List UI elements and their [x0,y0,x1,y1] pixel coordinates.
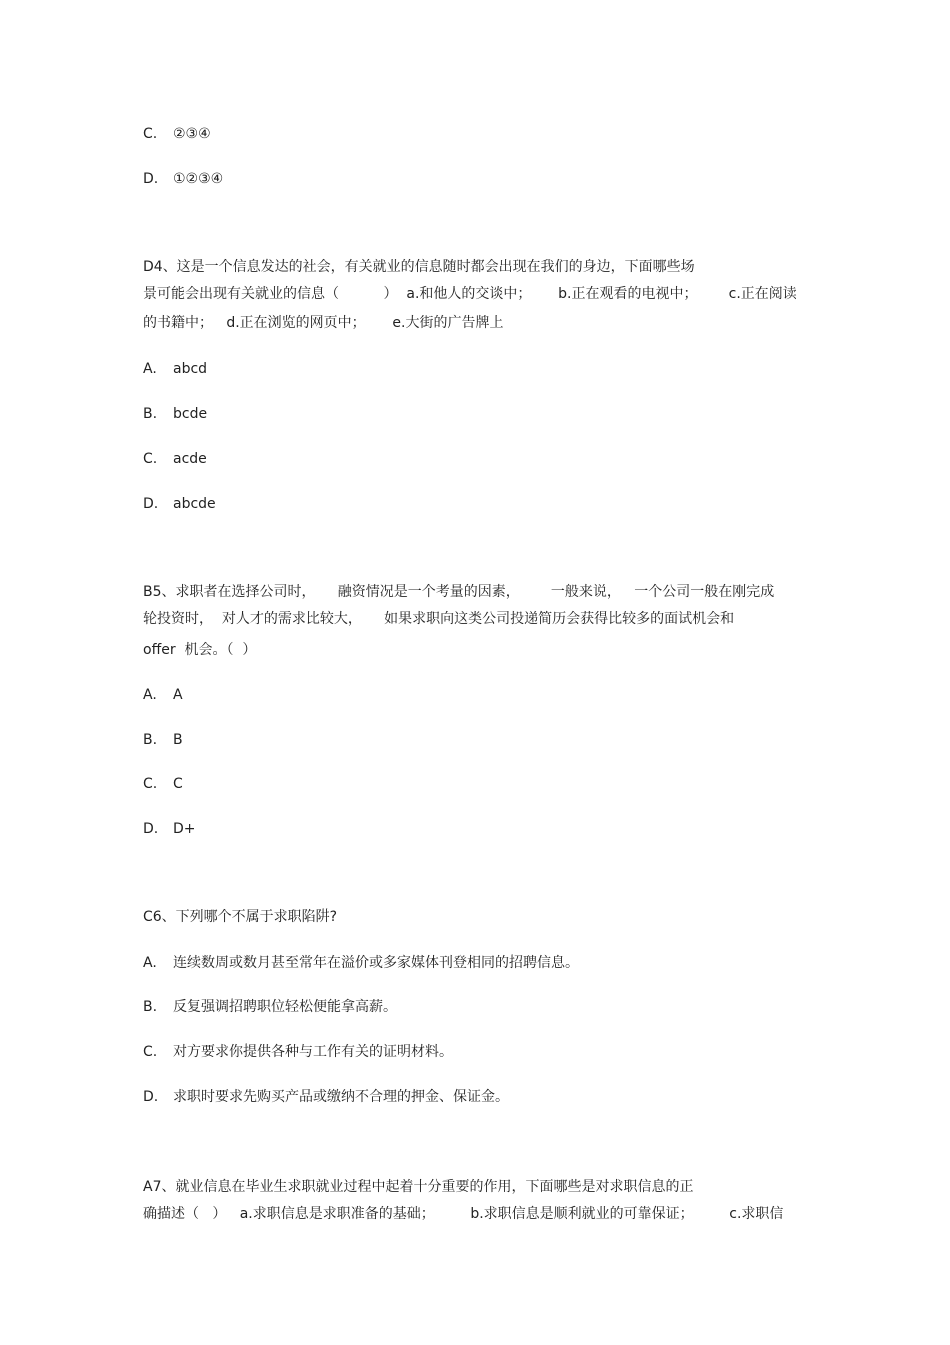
question-b5-line-1: B5、求职者在选择公司时， 融资情况是一个考量的因素， 一般来说， 一个公司一般在刚完成 [143,584,775,600]
option-text: D+ [173,821,196,837]
option-text: bcde [173,406,208,422]
option-a [143,686,183,704]
option-text: acde [173,451,207,467]
question-b5-line-2: 轮投资时， 对人才的需求比较大， 如果求职向这类公司投递简历会获得比较多的面试机会和 [143,611,735,627]
option-letter: D. [143,171,159,187]
option-text: 反复强调招聘职位轻松便能拿高薪。 [173,999,397,1015]
option-letter: C. [143,451,158,467]
option-text: abcd [173,361,208,377]
option-letter: A. [143,687,157,703]
option-text: 对方要求你提供各种与工作有关的证明材料。 [173,1044,453,1060]
option-d [143,495,216,513]
option-text: A [173,687,183,703]
option-text: abcde [173,496,216,512]
option-a [143,954,579,972]
option-b [143,731,183,749]
question-d4-line-1: D4、这是一个信息发达的社会，有关就业的信息随时都会出现在我们的身边，下面哪些场 [143,259,695,275]
option-letter: A. [143,361,157,377]
option-d [143,1088,509,1106]
option-c-fragment [143,125,211,143]
option-d-fragment [143,170,223,188]
option-text: B [173,732,183,748]
option-c [143,450,207,468]
question-a7-line-2: 确描述（ ） a.求职信息是求职准备的基础； b.求职信息是顺利就业的可靠保证； c.求职信 [143,1206,784,1222]
option-text: ①②③④ [173,171,224,187]
option-letter: D. [143,1089,159,1105]
option-c [143,1043,453,1061]
option-letter: A. [143,955,157,971]
option-text: 求职时要求先购买产品或缴纳不合理的押金、保证金。 [173,1089,509,1105]
option-text: ②③④ [173,126,211,142]
option-letter: D. [143,821,159,837]
option-d [143,820,196,838]
option-letter: B. [143,406,158,422]
question-b5-line-3: offer 机会。（ ） [143,642,257,658]
option-letter: B. [143,999,158,1015]
option-letter: C. [143,776,158,792]
question-a7-line-1: A7、就业信息在毕业生求职就业过程中起着十分重要的作用，下面哪些是对求职信息的正 [143,1179,694,1195]
option-text: 连续数周或数月甚至常年在溢价或多家媒体刊登相同的招聘信息。 [173,955,579,971]
question-d4-line-3: 的书籍中； d.正在浏览的网页中； e.大街的广告牌上 [143,315,504,331]
option-letter: D. [143,496,159,512]
option-letter: B. [143,732,158,748]
option-letter: C. [143,126,158,142]
question-d4-line-2: 景可能会出现有关就业的信息（ ） a.和他人的交谈中； b.正在观看的电视中； c.正在阅读 [143,286,797,302]
option-a [143,360,207,378]
option-text: C [173,776,183,792]
option-b [143,998,397,1016]
question-c6-line-1: C6、下列哪个不属于求职陷阱? [143,909,338,925]
option-c [143,775,183,793]
option-letter: C. [143,1044,158,1060]
option-b [143,405,207,423]
